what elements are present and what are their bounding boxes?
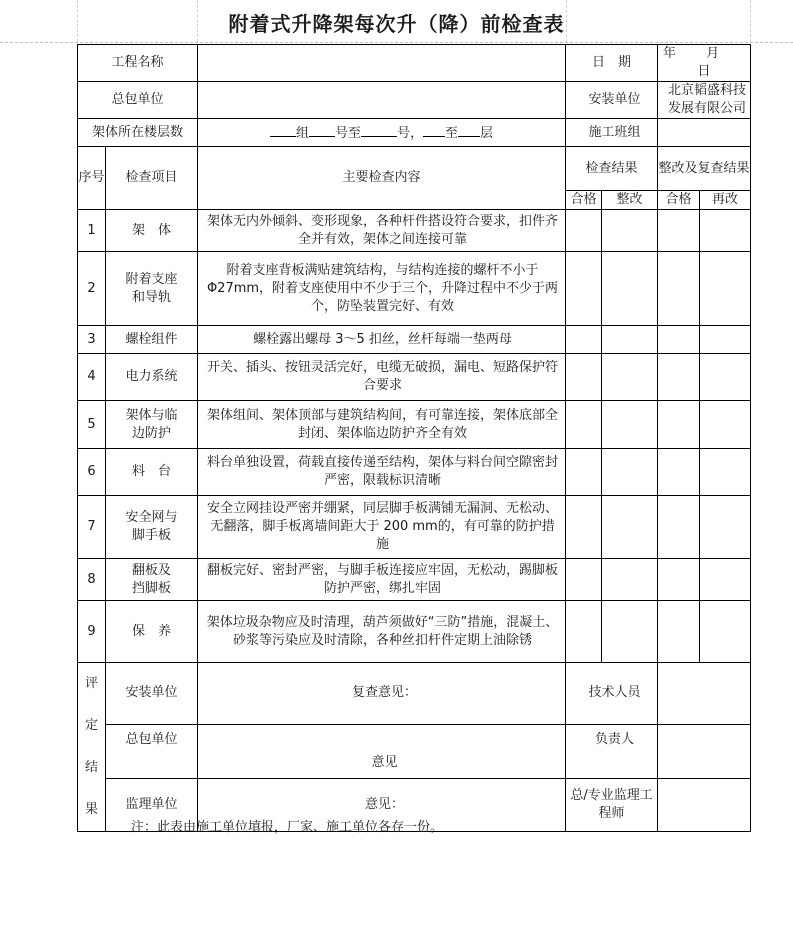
- row-number: 9: [78, 601, 106, 663]
- col-recheck-header: 再改: [700, 191, 751, 210]
- row-content: 架体组间、架体顶部与建筑结构间，有可靠连接，架体底部全封闭、架体临边防护齐全有效: [198, 401, 566, 449]
- date-day: 日: [697, 64, 711, 79]
- row-item: 保 养: [106, 601, 198, 663]
- date-value[interactable]: [658, 45, 751, 82]
- cell-rectify[interactable]: [602, 252, 658, 326]
- cell-rectify[interactable]: [602, 354, 658, 401]
- date-month: 月: [706, 46, 720, 61]
- row-content: 开关、插头、按钮灵活完好，电缆无破损，漏电、短路保护符合要求: [198, 354, 566, 401]
- eval-unit-contractor: 总包单位: [106, 724, 198, 779]
- table-row: [78, 252, 751, 326]
- col-check-result-header: 检查结果: [566, 147, 658, 191]
- cell-pass[interactable]: [566, 326, 602, 354]
- form-title: 附着式升降架每次升（降）前检查表: [228, 12, 565, 36]
- cell-pass2[interactable]: [658, 326, 700, 354]
- cell-pass2[interactable]: [658, 210, 700, 252]
- floor-value[interactable]: 组 号至 号， 至 层: [198, 119, 566, 147]
- row-number: 4: [78, 354, 106, 401]
- cell-pass[interactable]: [566, 210, 602, 252]
- cell-recheck[interactable]: [700, 326, 751, 354]
- cell-pass2[interactable]: [658, 252, 700, 326]
- col-recheck-result-header: 整改及复查结果: [658, 147, 751, 191]
- cell-rectify[interactable]: [602, 449, 658, 496]
- cell-recheck[interactable]: [700, 210, 751, 252]
- date-year: 年: [662, 46, 676, 61]
- cell-pass2[interactable]: [658, 601, 700, 663]
- row-content: 架体无内外倾斜、变形现象，各种杆件搭设符合要求，扣件齐全并有效，架体之间连接可靠: [198, 210, 566, 252]
- eval-person-contractor: 负责人: [566, 724, 658, 779]
- col-rectify-header: 整改: [602, 191, 658, 210]
- cell-pass2[interactable]: [658, 401, 700, 449]
- col-item-header: 检查项目: [106, 147, 198, 210]
- eval-opinion-install[interactable]: 复查意见：: [198, 663, 566, 725]
- project-name-label: 工程名称: [78, 45, 198, 82]
- cell-pass[interactable]: [566, 449, 602, 496]
- cell-recheck[interactable]: [700, 401, 751, 449]
- row-item: 安全网与脚手板: [106, 496, 198, 559]
- table-row: [78, 601, 751, 663]
- row-item: 翻板及挡脚板: [106, 559, 198, 601]
- row-content: 翻板完好、密封严密，与脚手板连接应牢固，无松动，踢脚板防护严密，绑扎牢固: [198, 559, 566, 601]
- cell-rectify[interactable]: [602, 326, 658, 354]
- table-row: [78, 210, 751, 252]
- footnote: 注：此表由施工单位填报，厂家、施工单位各存一份。: [131, 820, 444, 835]
- header-row-floor: [78, 119, 751, 147]
- row-number: 5: [78, 401, 106, 449]
- row-number: 3: [78, 326, 106, 354]
- floor-label: 架体所在楼层数: [78, 119, 198, 147]
- cell-pass[interactable]: [566, 401, 602, 449]
- row-item: 螺栓组件: [106, 326, 198, 354]
- row-item: 电力系统: [106, 354, 198, 401]
- eval-person-supervisor: 总/专业监理工程师: [566, 779, 658, 832]
- eval-sign-contractor[interactable]: [658, 724, 751, 779]
- cell-pass2[interactable]: [658, 449, 700, 496]
- cell-recheck[interactable]: [700, 496, 751, 559]
- install-unit-value[interactable]: 北京韬盛科技发展有限公司: [658, 82, 751, 119]
- cell-pass[interactable]: [566, 252, 602, 326]
- crew-value[interactable]: [658, 119, 751, 147]
- col-pass-header: 合格: [566, 191, 602, 210]
- cell-recheck[interactable]: [700, 354, 751, 401]
- row-item: 架体与临边防护: [106, 401, 198, 449]
- cell-rectify[interactable]: [602, 559, 658, 601]
- row-content: 料台单独设置，荷载直接传递至结构，架体与料台间空隙密封严密，限载标识清晰: [198, 449, 566, 496]
- eval-sign-install[interactable]: [658, 663, 751, 725]
- column-header-row: [78, 147, 751, 191]
- row-number: 1: [78, 210, 106, 252]
- cell-recheck[interactable]: [700, 559, 751, 601]
- eval-sign-supervisor[interactable]: [658, 779, 751, 832]
- evaluation-label: 评 定 结 果: [78, 663, 106, 832]
- eval-opinion-contractor[interactable]: 意见: [198, 724, 566, 779]
- cell-pass2[interactable]: [658, 354, 700, 401]
- table-row: [78, 559, 751, 601]
- row-content: 螺栓露出螺母 3～5 扣丝，丝杆每端一垫两母: [198, 326, 566, 354]
- cell-pass2[interactable]: [658, 559, 700, 601]
- evaluation-row: [78, 724, 751, 779]
- eval-opinion-supervisor[interactable]: 意见：: [198, 779, 566, 832]
- table-row: [78, 449, 751, 496]
- row-content: 附着支座背板满贴建筑结构，与结构连接的螺杆不小于Φ27mm，附着支座使用中不少于三个，升降过程中不少于两个，防坠装置完好、有效: [198, 252, 566, 326]
- row-number: 6: [78, 449, 106, 496]
- cell-rectify[interactable]: [602, 601, 658, 663]
- cell-pass[interactable]: [566, 354, 602, 401]
- table-row: [78, 326, 751, 354]
- cell-rectify[interactable]: [602, 210, 658, 252]
- row-content: 安全立网挂设严密并绷紧，同层脚手板满铺无漏洞、无松动、无翻落，脚手板离墙间距大于 200 mm的，有可靠的防护措施: [198, 496, 566, 559]
- table-row: [78, 496, 751, 559]
- col-content-header: 主要检查内容: [198, 147, 566, 210]
- eval-person-install: 技术人员: [566, 663, 658, 725]
- cell-rectify[interactable]: [602, 401, 658, 449]
- crew-label: 施工班组: [566, 119, 658, 147]
- inspection-table: [77, 44, 751, 832]
- row-item: 料 台: [106, 449, 198, 496]
- project-name-value[interactable]: [198, 45, 566, 82]
- header-row-contractor: [78, 82, 751, 119]
- col-pass2-header: 合格: [658, 191, 700, 210]
- row-content: 架体垃圾杂物应及时清理，葫芦须做好“三防”措施，混凝土、砂浆等污染应及时清除，各种丝扣杆件定期上油除锈: [198, 601, 566, 663]
- general-contractor-label: 总包单位: [78, 82, 198, 119]
- cell-pass[interactable]: [566, 496, 602, 559]
- general-contractor-value[interactable]: [198, 82, 566, 119]
- cell-rectify[interactable]: [602, 496, 658, 559]
- header-row-project: [78, 45, 751, 82]
- row-number: 2: [78, 252, 106, 326]
- cell-recheck[interactable]: [700, 601, 751, 663]
- row-item: 附着支座和导轨: [106, 252, 198, 326]
- row-number: 8: [78, 559, 106, 601]
- row-item: 架 体: [106, 210, 198, 252]
- evaluation-row: [78, 663, 751, 725]
- date-label: 日 期: [566, 45, 658, 82]
- row-number: 7: [78, 496, 106, 559]
- cell-pass[interactable]: [566, 559, 602, 601]
- table-row: [78, 401, 751, 449]
- install-unit-label: 安装单位: [566, 82, 658, 119]
- cell-recheck[interactable]: [700, 252, 751, 326]
- cell-pass2[interactable]: [658, 496, 700, 559]
- eval-unit-supervisor: 监理单位: [106, 779, 198, 832]
- col-seq-header: 序号: [78, 147, 106, 210]
- eval-unit-install: 安装单位: [106, 663, 198, 725]
- cell-recheck[interactable]: [700, 449, 751, 496]
- cell-pass[interactable]: [566, 601, 602, 663]
- table-row: [78, 354, 751, 401]
